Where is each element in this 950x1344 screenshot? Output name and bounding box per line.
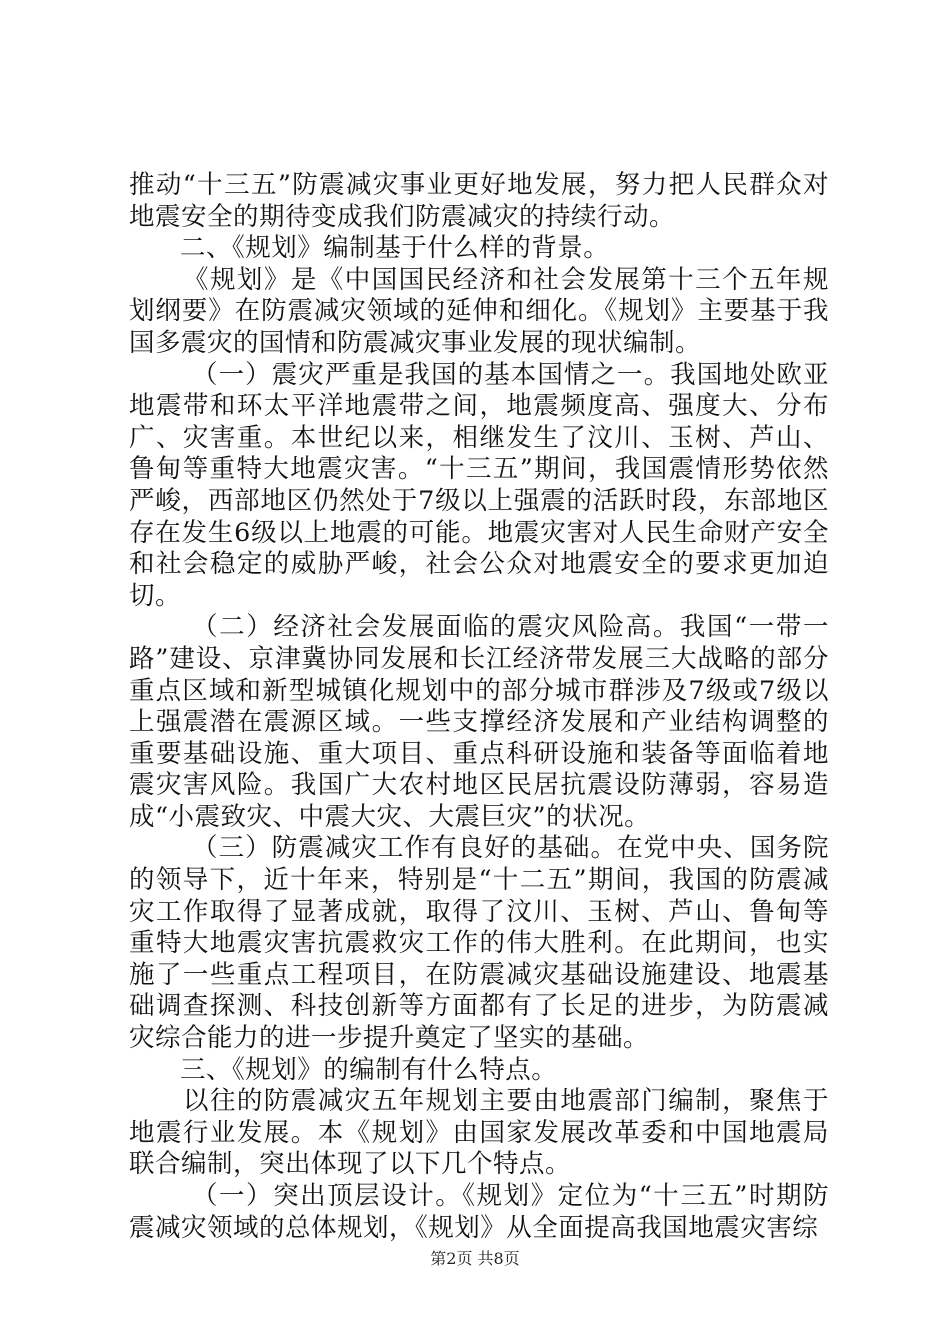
page-number-footer: 第2页 共8页 [430,1249,520,1268]
paragraph-top-level-design: （一）突出顶层设计。《规划》定位为“十三五”时期防震减灾领域的总体规划，《规划》从全面提高我国地震灾害综 [129,1181,829,1243]
section-heading-features: 三、《规划》的编制有什么特点。 [180,1054,558,1085]
paragraph-economic-risk: （二）经济社会发展面临的震灾风险高。我国“一带一路”建设、京津冀协同发展和长江经济带发展三大战略的部分重点区域和新型城镇化规划中的部分城市群涉及7级或7级以上强震潜在震源区域。一些支撑经济发展和产业结构调整的重要基础设施、重大项目、重点科研设施和装备等面临着地震灾害风险。我国广大农村地区民居抗震设防薄弱，容易造成“小震致灾、中震大灾、大震巨灾”的状况。 [129,612,829,832]
paragraph-continuation: 推动“十三五”防震减灾事业更好地发展，努力把人民群众对地震安全的期待变成我们防震减灾的持续行动。 [129,170,829,232]
paragraph-good-foundation: （三）防震减灾工作有良好的基础。在党中央、国务院的领导下，近十年来，特别是“十二五”期间，我国的防震减灾工作取得了显著成就，取得了汶川、玉树、芦山、鲁甸等重特大地震灾害抗震救灾工作的伟大胜利。在此期间，也实施了一些重点工程项目，在防震减灾基础设施建设、地震基础调查探测、科技创新等方面都有了长足的进步，为防震减灾综合能力的进一步提升奠定了坚实的基础。 [129,833,829,1054]
paragraph-previous-plans: 以往的防震减灾五年规划主要由地震部门编制，聚焦于地震行业发展。本《规划》由国家发展改革委和中国地震局联合编制，突出体现了以下几个特点。 [129,1086,829,1180]
document-body [129,170,829,1244]
paragraph-severe-disaster: （一）震灾严重是我国的基本国情之一。我国地处欧亚地震带和环太平洋地震带之间，地震频度高、强度大、分布广、灾害重。本世纪以来，相继发生了汶川、玉树、芦山、鲁甸等重特大地震灾害。“十三五”期间，我国震情形势依然严峻，西部地区仍然处于7级以上强震的活跃时段，东部地区存在发生6级以上地震的可能。地震灾害对人民生命财产安全和社会稳定的威胁严峻，社会公众对地震安全的要求更加迫切。 [129,359,829,611]
section-heading-background: 二、《规划》编制基于什么样的背景。 [180,233,610,264]
paragraph-plan-overview: 《规划》是《中国国民经济和社会发展第十三个五年规划纲要》在防震减灾领域的延伸和细化。《规划》主要基于我国多震灾的国情和防震减灾事业发展的现状编制。 [129,264,829,358]
